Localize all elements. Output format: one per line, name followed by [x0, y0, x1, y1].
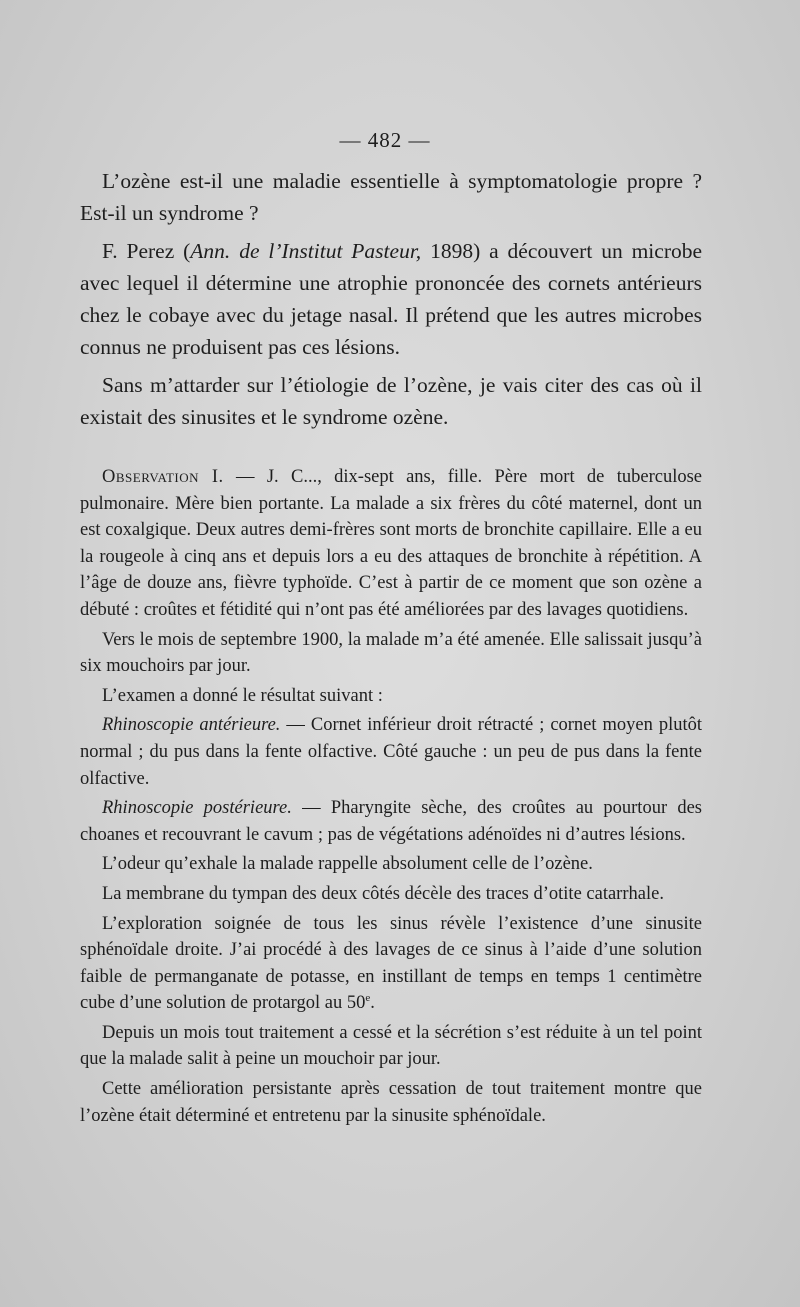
observation-paragraph-8-text: L’exploration soignée de tous les sinus révèle l’existence d’une sinusite sphénoïdale droite. J’ai procédé à des lavages de ce sinus à l’aide d’une solution faible de permanganate de potasse, en instillant de temps en temps 1 centimètre cube d’une solution de protargol au 50 — [80, 913, 702, 1014]
observation-heading: Observation I. — [102, 467, 224, 487]
rhinoscopy-anterior-text: — Cornet inférieur droit rétracté ; cornet moyen plutôt normal ; du pus dans la fente olfactive. Côté gauche : un peu de pus dans la fente olfactive. — [80, 715, 703, 789]
intro-section — [80, 165, 702, 433]
intro-paragraph-2 — [80, 235, 702, 363]
observation-paragraph-5 — [80, 795, 702, 848]
observation-paragraph-8 — [80, 911, 702, 1017]
observation-paragraph-7: La membrane du tympan des deux côtés décèle des traces d’otite catarrhale. — [102, 883, 664, 904]
page-number: — 482 — — [339, 128, 431, 152]
rhinoscopy-posterior-label: Rhinoscopie postérieure. — [102, 798, 292, 819]
rhinoscopy-posterior-text: — Pharyngite sèche, des croûtes au pourtour des choanes et recouvrant le cavum ; pas de végétations adénoïdes ni d’autres lésions. — [80, 798, 702, 845]
observation-paragraph-2: Vers le mois de septembre 1900, la malade m’a été amenée. Elle salissait jusqu’à six mouchoirs par jour. — [80, 629, 702, 677]
intro-paragraph-2-start: F. Perez ( — [102, 239, 191, 263]
rhinoscopy-anterior-label: Rhinoscopie antérieure. — [102, 715, 281, 736]
observation-paragraph-6: L’odeur qu’exhale la malade rappelle absolument celle de l’ozène. — [102, 854, 593, 875]
observation-paragraph-4 — [80, 712, 702, 792]
superscript-e: e — [365, 992, 371, 1005]
observation-paragraph-1 — [80, 464, 702, 624]
observation-section — [80, 464, 702, 1129]
observation-paragraph-8-end: . — [370, 993, 375, 1014]
intro-paragraph-1: L’ozène est-il une maladie essentielle à symptomatologie propre ? Est-il un syndrome ? — [80, 169, 702, 225]
intro-paragraph-2-end: 1898) a découvert un microbe avec lequel il détermine une atrophie prononcée des cornets antérieurs chez le cobaye avec du jetage nasal. Il prétend que les autres microbes connus ne produisent pas ces lésions. — [80, 239, 703, 359]
observation-paragraph-9: Depuis un mois tout traitement a cessé et la sécrétion s’est réduite à un tel point que la malade salit à peine un mouchoir par jour. — [80, 1022, 702, 1070]
page-body — [80, 165, 702, 1132]
citation: Ann. de l’Institut Pasteur, — [190, 239, 422, 263]
observation-paragraph-3: L’examen a donné le résultat suivant : — [102, 685, 383, 706]
observation-paragraph-1-text: — J. C..., dix-sept ans, fille. Père mort de tuberculose pulmonaire. Mère bien portante. La malade a six frères du côté maternel, dont un est coxalgique. Deux autres demi-frères sont morts de bronchite capillaire. Elle a eu la rougeole à cinq ans et depuis lors a eu des attaques de bronchite à répétition. A l’âge de douze ans, fièvre typhoïde. C’est à partir de ce moment que son ozène a débuté : croûtes et fétidité qui n’ont pas été améliorées par des lavages quotidiens. — [80, 467, 702, 620]
observation-paragraph-10: Cette amélioration persistante après cessation de tout traitement montre que l’ozène était déterminé et entretenu par la sinusite sphénoïdale. — [80, 1079, 702, 1126]
intro-paragraph-3: Sans m’attarder sur l’étiologie de l’ozène, je vais citer des cas où il existait des sinusites et le syndrome ozène. — [80, 373, 702, 429]
